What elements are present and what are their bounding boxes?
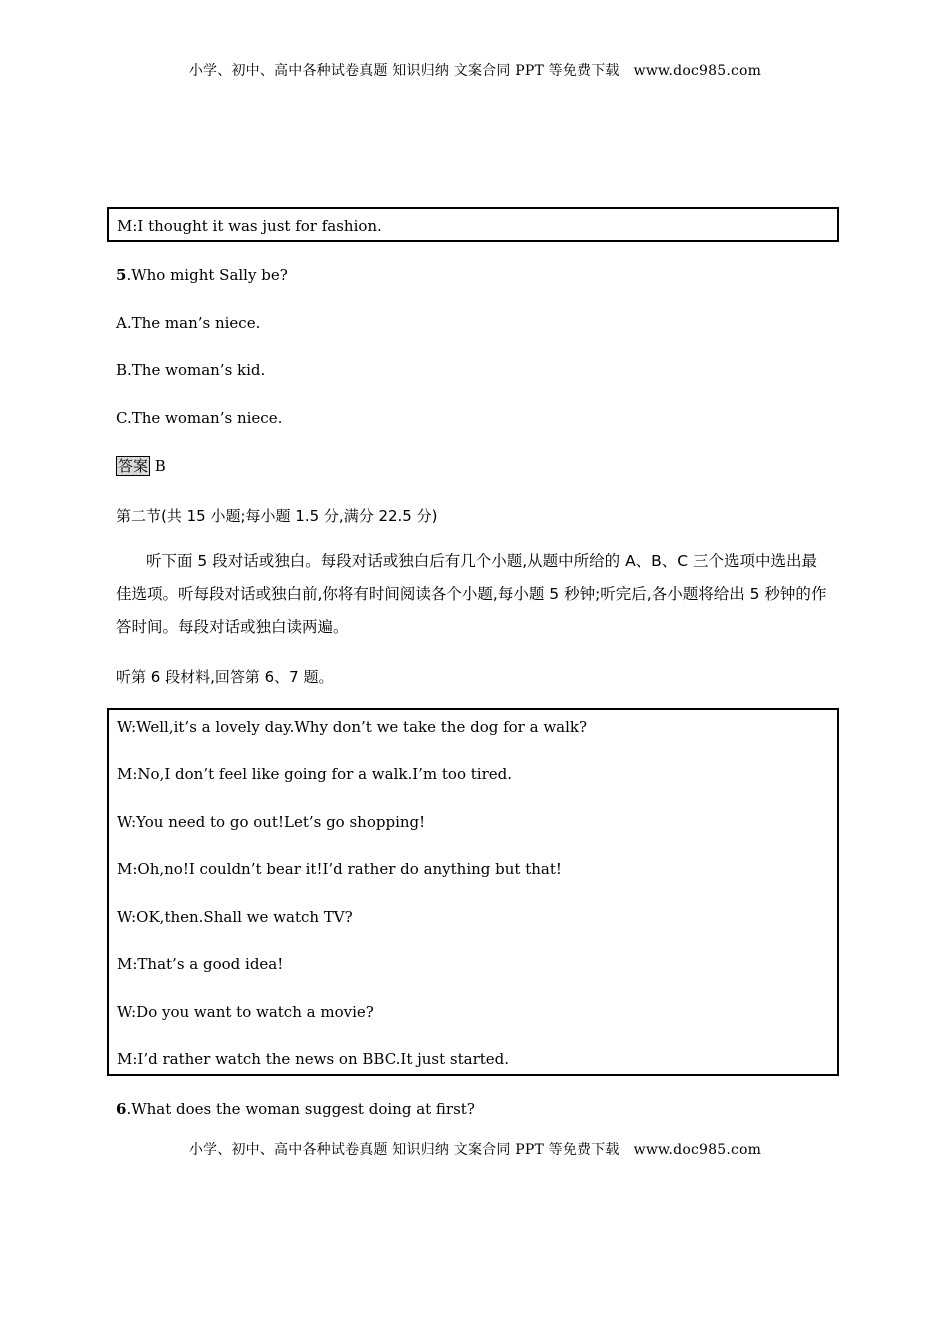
answer-value: B <box>154 457 166 475</box>
dialogue-box <box>107 708 839 1076</box>
dialogue-line: W:You need to go out!Let’s go shopping! <box>117 813 426 831</box>
option-a: A.The man’s niece. <box>116 314 261 332</box>
dialogue-line: M:I’d rather watch the news on BBC.It just started. <box>117 1050 510 1068</box>
option-b: B.The woman’s kid. <box>116 361 266 379</box>
section-instructions: 听下面 5 段对话或独白。每段对话或独白后有几个小题,从题中所给的 A、B、C 三个选项中选出最佳选项。听每段对话或独白前,你将有时间阅读各个小题,每小题 5 秒钟;听完后,各小题将给出 5 秒钟的作答时间。每段对话或独白读两遍。 <box>116 552 827 636</box>
dialogue-line: W:Well,it’s a lovely day.Why don’t we take the dog for a walk? <box>117 718 588 736</box>
question-number: 5 <box>116 266 127 284</box>
footer-url[interactable]: www.doc985.com <box>633 1142 762 1158</box>
dialogue-line: M:No,I don’t feel like going for a walk.I’m too tired. <box>117 765 513 783</box>
question-stem: .What does the woman suggest doing at first? <box>126 1100 475 1118</box>
dialogue-line: W:Do you want to watch a movie? <box>117 1003 374 1021</box>
page-header <box>0 60 950 80</box>
header-url[interactable]: www.doc985.com <box>633 63 762 79</box>
question-6 <box>116 1100 475 1118</box>
header-text: 小学、初中、高中各种试卷真题 知识归纳 文案合同 PPT 等免费下载 <box>188 63 620 79</box>
answer-row <box>116 456 166 476</box>
page-footer <box>0 1139 950 1159</box>
dialogue-box-previous <box>107 207 839 242</box>
dialogue-line: M:That’s a good idea! <box>117 955 284 973</box>
material-note: 听第 6 段材料,回答第 6、7 题。 <box>116 668 334 686</box>
dialogue-line: M:Oh,no!I couldn’t bear it!I’d rather do anything but that! <box>117 860 562 878</box>
question-stem: .Who might Sally be? <box>126 266 288 284</box>
dialogue-line: W:OK,then.Shall we watch TV? <box>117 908 353 926</box>
section-title: 第二节(共 15 小题;每小题 1.5 分,满分 22.5 分) <box>116 507 438 525</box>
dialogue-line: M:I thought it was just for fashion. <box>117 217 382 235</box>
footer-text: 小学、初中、高中各种试卷真题 知识归纳 文案合同 PPT 等免费下载 <box>188 1142 620 1158</box>
question-5 <box>116 266 288 284</box>
option-c: C.The woman’s niece. <box>116 409 283 427</box>
answer-label: 答案 <box>118 457 149 475</box>
question-number: 6 <box>116 1100 127 1118</box>
